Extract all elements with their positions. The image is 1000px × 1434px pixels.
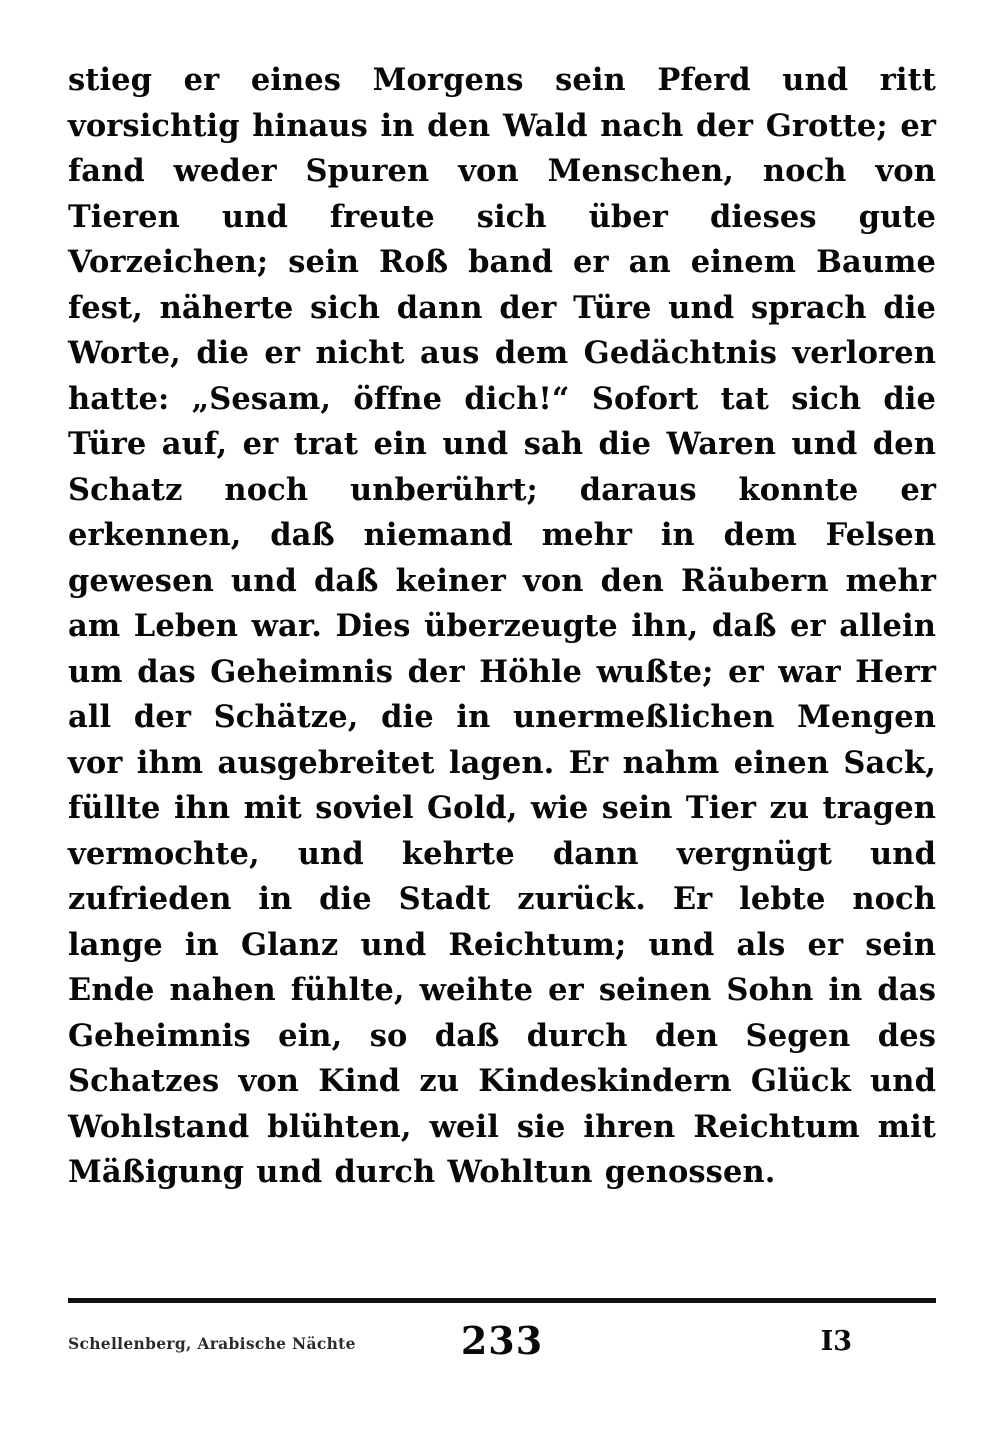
page-footer [68, 1318, 936, 1378]
page-number: 233 [460, 1318, 544, 1363]
footer-signature-left: Schellenberg, Arabische Nächte [68, 1334, 356, 1353]
footer-divider [68, 1298, 936, 1303]
footer-signature-mark: I3 [820, 1326, 852, 1357]
page-body-text: stieg er eines Morgens sein Pferd und ritt vorsichtig hinaus in den Wald nach der Grotte; er fand weder Spuren von Menschen, noch von Tieren und freute sich über dieses gute Vorzeichen; sein Roß band er an einem Baume fest, näherte sich dann der Türe und sprach die Worte, die er nicht aus dem Gedächtnis verloren hatte: „Sesam, öffne dich!“ Sofort tat sich die Türe auf, er trat ein und sah die Waren und den Schatz noch unberührt; daraus konnte er erkennen, daß niemand mehr in dem Felsen gewesen und daß keiner von den Räubern mehr am Leben war. Dies überzeugte ihn, daß er allein um das Geheimnis der Höhle wußte; er war Herr all der Schätze, die in unermeßlichen Mengen vor ihm ausgebreitet lagen. Er nahm einen Sack, füllte ihn mit soviel Gold, wie sein Tier zu tragen vermochte, und kehrte dann vergnügt und zufrieden in die Stadt zurück. Er lebte noch lange in Glanz und Reichtum; und als er sein Ende nahen fühlte, weihte er seinen Sohn in das Geheimnis ein, so daß durch den Segen des Schatzes von Kind zu Kindeskindern Glück und Wohlstand blühten, weil sie ihren Reichtum mit Mäßigung und durch Wohltun genossen. [68, 62, 936, 1190]
